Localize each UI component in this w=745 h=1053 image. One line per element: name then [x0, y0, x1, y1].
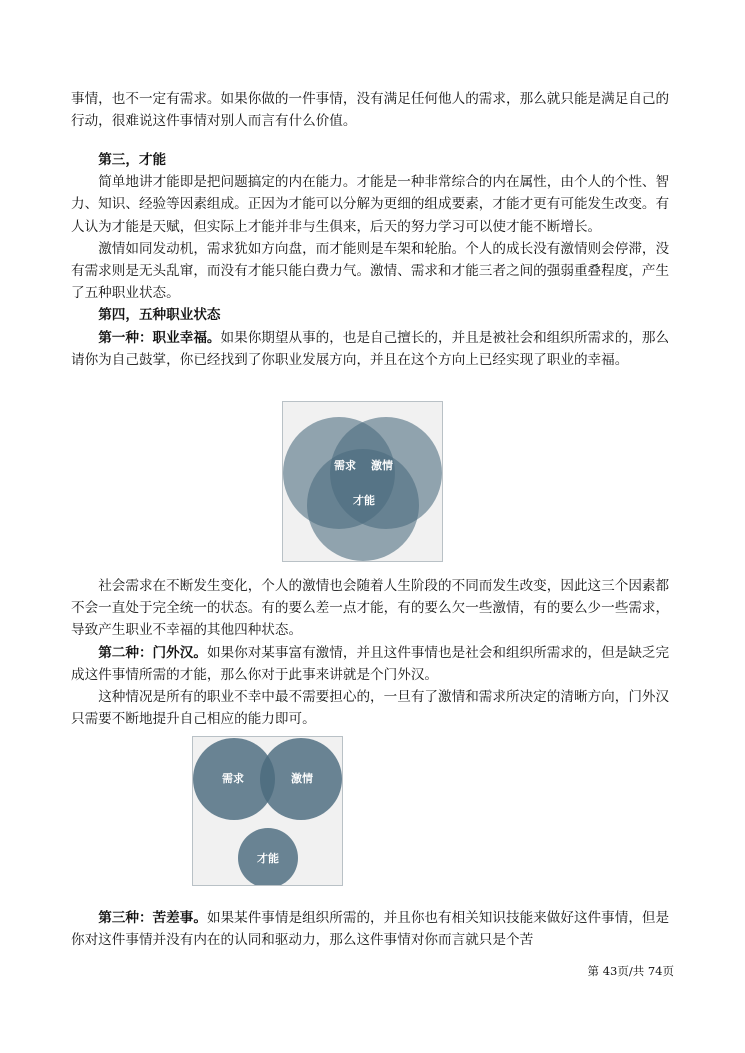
paragraph-type2 [71, 642, 677, 686]
venn-diagram-career-happiness [282, 401, 443, 562]
paragraph-talent-metaphor: 激情如同发动机，需求犹如方向盘，而才能则是车架和轮胎。个人的成长没有激情则会停滞，没有需求则是无头乱窜，而没有才能只能白费力气。激情、需求和才能三者之间的强弱重叠程度，产生了五种职业状态。 [71, 240, 670, 302]
paragraph-type1 [71, 327, 677, 371]
venn-label-passion: 激情 [291, 772, 313, 785]
venn-label-need: 需求 [222, 772, 244, 785]
heading-talent: 第三，才能 [98, 152, 167, 168]
section-outsider [71, 575, 677, 730]
paragraph: 事情，也不一定有需求。如果你做的一件事情，没有满足任何他人的需求，那么就只能是满足自己的行动，很难说这件事情对别人而言有什么价值。 [71, 91, 670, 130]
paragraph-type3 [71, 907, 677, 951]
venn-label-talent: 才能 [353, 494, 375, 507]
section-talent [71, 149, 677, 371]
type1-title: 第一种：职业幸福。 [98, 329, 221, 346]
page-number: 第 43页/共 74页 [587, 964, 674, 978]
paragraph-changing-needs: 社会需求在不断发生变化，个人的激情也会随着人生阶段的不同而发生改变，因此这三个因素都不会一直处于完全统一的状态。有的要么差一点才能，有的要么欠一些激情，有的要么少一些需求，导致产生职业不幸福的其他四种状态。 [71, 578, 670, 639]
venn-label-need: 需求 [334, 459, 356, 472]
section-drudgery [71, 907, 677, 951]
venn-diagram-outsider [192, 736, 343, 886]
heading-five-states: 第四，五种职业状态 [98, 307, 221, 324]
venn-label-passion: 激情 [371, 459, 393, 472]
type3-text: 如果某件事情是组织所需的，并且你也有相关知识技能来做好这件事情，但是你对这件事情并没有内在的认同和驱动力，那么这件事情对你而言就只是个苦 [71, 910, 670, 949]
type2-text: 如果你对某事富有激情，并且这件事情也是社会和组织所需求的，但是缺乏完成这件事情所需的才能，那么你对于此事来讲就是个门外汉。 [71, 644, 670, 683]
paragraph-talent-definition: 简单地讲才能即是把问题搞定的内在能力。才能是一种非常综合的内在属性，由个人的个性、智力、知识、经验等因素组成。正因为才能可以分解为更细的组成要素，才能才更有可能发生改变。有人认为才能是天赋，但实际上才能并非与生俱来，后天的努力学习可以使才能不断增长。 [71, 174, 670, 235]
paragraph-continuation [71, 88, 677, 132]
type1-text: 如果你期望从事的，也是自己擅长的，并且是被社会和组织所需求的，那么请你为自己鼓掌，你已经找到了你职业发展方向，并且在这个方向上已经实现了职业的幸福。 [71, 329, 670, 368]
paragraph-outsider-advice: 这种情况是所有的职业不幸中最不需要担心的，一旦有了激情和需求所决定的清晰方向，门外汉只需要不断地提升自己相应的能力即可。 [71, 689, 670, 728]
type3-title: 第三种：苦差事。 [98, 910, 207, 926]
type2-title: 第二种：门外汉。 [98, 644, 207, 661]
venn-label-talent: 才能 [257, 852, 279, 865]
